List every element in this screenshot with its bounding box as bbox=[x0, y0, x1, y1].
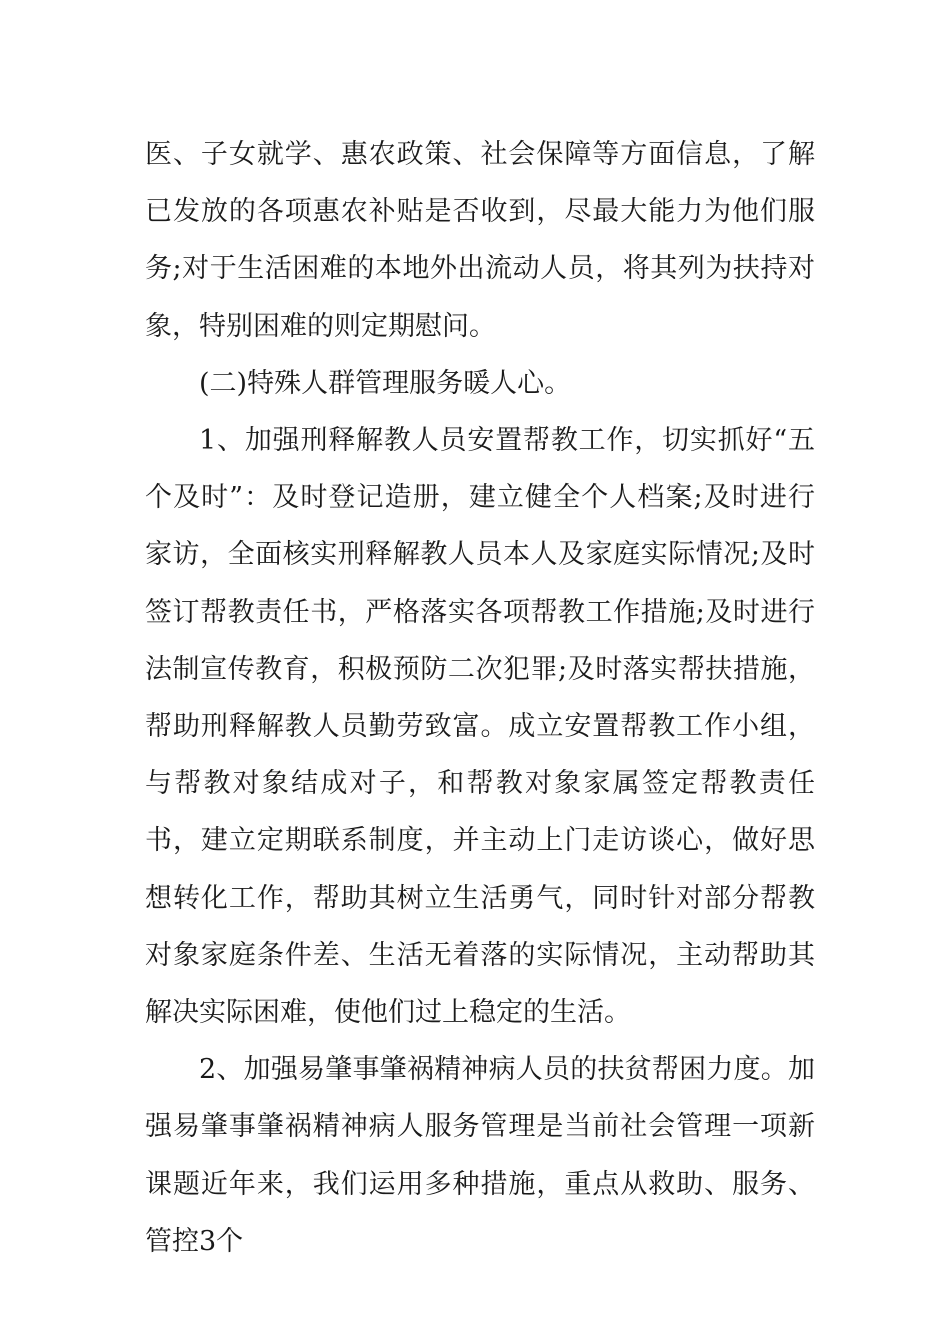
paragraph-continuation: 医、子女就学、惠农政策、社会保障等方面信息，了解已发放的各项惠农补贴是否收到，尽最大能力为他们服务;对于生活困难的本地外出流动人员，将其列为扶持对象，特别困难的则定期慰问。 bbox=[145, 139, 815, 342]
section-heading: (二)特殊人群管理服务暖人心。 bbox=[199, 367, 572, 399]
paragraph-item-2: 2、加强易肇事肇祸精神病人员的扶贫帮困力度。加强易肇事肇祸精神病人服务管理是当前社会管理一项新课题近年来，我们运用多种措施，重点从救助、服务、管控3个 bbox=[145, 1054, 815, 1257]
document-body bbox=[145, 126, 815, 1270]
paragraph-item-1: 1、加强刑释解教人员安置帮教工作，切实抓好“五个及时”：及时登记造册，建立健全个人档案;及时进行家访，全面核实刑释解教人员本人及家庭实际情况;及时签订帮教责任书，严格落实各项帮教工作措施;及时进行法制宣传教育，积极预防二次犯罪;及时落实帮扶措施，帮助刑释解教人员勤劳致富。成立安置帮教工作小组，与帮教对象结成对子，和帮教对象家属签定帮教责任书，建立定期联系制度，并主动上门走访谈心，做好思想转化工作，帮助其树立生活勇气，同时针对部分帮教对象家庭条件差、生活无着落的实际情况，主动帮助其解决实际困难，使他们过上稳定的生活。 bbox=[145, 425, 815, 1029]
